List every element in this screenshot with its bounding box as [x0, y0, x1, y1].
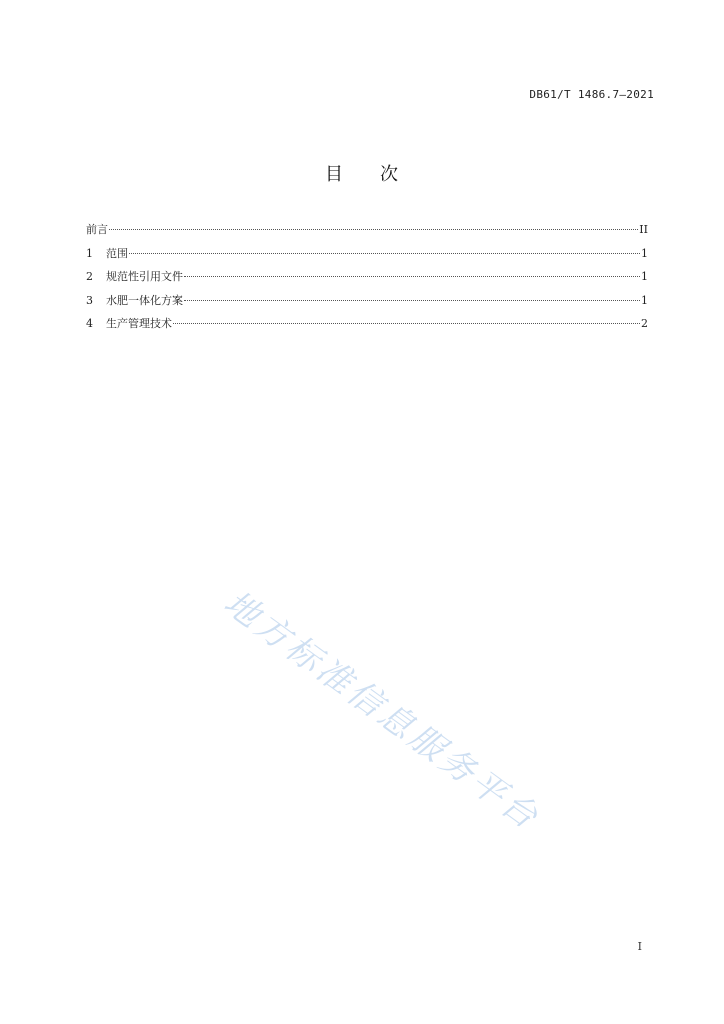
page-number: I — [637, 940, 642, 953]
toc-entry-scope[interactable] — [86, 245, 648, 269]
toc-entry-page: 2 — [641, 317, 648, 330]
toc-entry-title: 规范性引用文件 — [106, 270, 183, 283]
toc-dot-leader — [184, 276, 640, 277]
table-of-contents — [86, 221, 648, 339]
toc-entry-page: 1 — [641, 293, 648, 307]
toc-dot-leader — [173, 323, 640, 324]
toc-entry-foreword[interactable] — [86, 221, 648, 245]
toc-entry-title: 范围 — [106, 246, 128, 260]
page-title-part-2: 次 — [380, 164, 399, 185]
toc-dot-leader — [109, 229, 638, 230]
toc-entry-normative-references[interactable] — [86, 268, 648, 292]
toc-entry-title: 生产管理技术 — [106, 317, 172, 330]
page-title — [0, 160, 724, 186]
toc-entry-title: 前言 — [86, 223, 108, 236]
toc-entry-fertigation-plan[interactable] — [86, 292, 648, 316]
toc-entry-production-management[interactable] — [86, 315, 648, 339]
toc-entry-number: 3 — [86, 293, 93, 307]
toc-entry-number: 4 — [86, 317, 93, 330]
toc-dot-leader — [184, 300, 640, 301]
toc-entry-title: 水肥一体化方案 — [106, 293, 183, 307]
toc-entry-number: 1 — [86, 246, 93, 260]
watermark-text: 地方标准信息服务平台 — [216, 582, 548, 839]
toc-dot-leader — [129, 253, 640, 254]
toc-entry-page: 1 — [641, 246, 648, 260]
page-title-part-1: 目 — [325, 164, 344, 185]
toc-entry-page: II — [639, 223, 648, 236]
toc-entry-number: 2 — [86, 270, 93, 283]
standard-code: DB61/T 1486.7—2021 — [529, 88, 654, 101]
toc-entry-page: 1 — [641, 270, 648, 283]
